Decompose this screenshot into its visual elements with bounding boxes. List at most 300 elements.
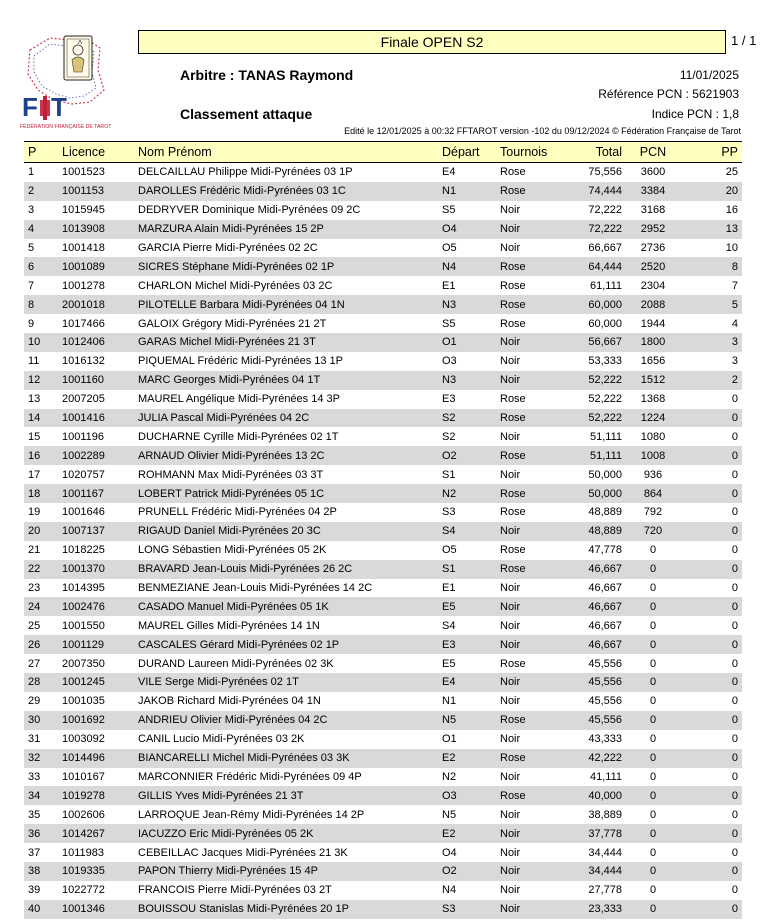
table-cell: 0 (731, 808, 738, 821)
table-row (24, 352, 742, 371)
table-cell: 0 (626, 749, 680, 768)
table-cell: 1001129 (58, 635, 134, 654)
table-cell: Rose (496, 749, 566, 768)
table-row (24, 239, 742, 258)
column-header: P (24, 142, 58, 163)
table-cell: 1020757 (62, 468, 105, 481)
table-cell: Noir (500, 619, 521, 632)
table-cell: DEDRYVER Dominique Midi-Pyrénées 09 2C (138, 204, 361, 217)
table-cell: O5 (442, 242, 457, 254)
table-cell: 0 (731, 582, 738, 595)
table-row (24, 465, 742, 484)
table-cell: 0 (649, 733, 657, 746)
table-row (24, 862, 742, 881)
table-cell: CEBEILLAC Jacques Midi-Pyrénées 21 3K (138, 846, 348, 859)
table-row (24, 201, 742, 220)
page-number: 1 / 1 (731, 33, 757, 48)
table-cell: 0 (731, 619, 738, 632)
table-cell: E3 (438, 635, 496, 654)
table-cell: 0 (649, 846, 657, 859)
table-cell: Noir (500, 733, 521, 746)
table-cell: Noir (496, 522, 566, 541)
table-cell: VILE Serge Midi-Pyrénées 02 1T (134, 673, 438, 692)
table-cell: O3 (442, 355, 457, 368)
table-cell: 75,556 (588, 166, 622, 179)
table-cell: 0 (731, 733, 738, 746)
table-cell: 1001089 (58, 257, 134, 276)
table-cell: 1001550 (62, 619, 105, 632)
table-cell: 0 (626, 824, 680, 843)
table-cell: 720 (626, 522, 680, 541)
table-cell: 27 (28, 657, 41, 670)
column-header: Total (566, 142, 626, 163)
table-cell: Rose (500, 279, 526, 292)
table-cell: Noir (496, 371, 566, 390)
table-cell: 0 (649, 544, 657, 557)
table-cell: Noir (500, 355, 521, 368)
table-cell: SICRES Stéphane Midi-Pyrénées 02 1P (134, 257, 438, 276)
table-cell: 48,889 (588, 506, 622, 519)
table-cell: 2 (680, 371, 742, 390)
table-cell: 864 (626, 484, 680, 503)
table-cell: 40,000 (566, 786, 626, 805)
table-cell: Noir (496, 862, 566, 881)
table-cell: 4 (731, 317, 738, 330)
table-cell: 13 (28, 393, 41, 406)
table-cell: 0 (626, 711, 680, 730)
table-cell: 3 (680, 333, 742, 352)
svg-text:F: F (22, 92, 38, 122)
fftarot-logo (20, 30, 120, 132)
table-cell: 0 (680, 597, 742, 616)
table-cell: N4 (442, 884, 457, 897)
table-cell: Rose (496, 786, 566, 805)
table-cell: 7 (731, 279, 738, 292)
table-cell: S4 (438, 522, 496, 541)
table-cell: 20 (680, 182, 742, 201)
table-cell: BIANCARELLI Michel Midi-Pyrénées 03 3K (134, 749, 438, 768)
table-cell: O4 (438, 220, 496, 239)
table-cell: 1016132 (62, 355, 105, 368)
table-cell: 35 (28, 808, 41, 821)
table-cell: Rose (500, 506, 526, 519)
table-cell: 64,444 (566, 257, 626, 276)
table-cell: Noir (500, 770, 521, 783)
table-cell: 0 (680, 484, 742, 503)
table-cell: 1017466 (62, 317, 105, 330)
table-cell: 60,000 (566, 295, 626, 314)
table-cell: 66,667 (588, 242, 622, 254)
table-cell: 0 (649, 695, 657, 708)
table-cell: 9 (28, 317, 35, 330)
table-cell: 1014267 (58, 824, 134, 843)
table-cell: Noir (500, 808, 521, 821)
table-cell: Noir (500, 884, 521, 897)
table-cell: 1368 (640, 393, 666, 406)
table-cell: 1015945 (62, 204, 105, 217)
table-cell: LARROQUE Jean-Rémy Midi-Pyrénées 14 2P (138, 808, 365, 821)
table-cell: 32 (24, 749, 58, 768)
table-cell: 936 (643, 468, 663, 481)
table-cell: 11 (28, 355, 40, 368)
table-cell: N3 (438, 295, 496, 314)
table-cell: 38,889 (588, 808, 622, 821)
table-row (24, 560, 742, 579)
table-cell: 0 (649, 808, 657, 821)
table-cell: 28 (24, 673, 58, 692)
table-cell: O1 (438, 333, 496, 352)
table-cell: 46,667 (566, 635, 626, 654)
table-cell: S3 (438, 900, 496, 919)
table-cell: 46,667 (588, 619, 622, 632)
table-cell: 1012406 (58, 333, 134, 352)
table-cell: O2 (438, 446, 496, 465)
table-cell: 46,667 (566, 597, 626, 616)
table-cell: 33 (28, 770, 41, 783)
table-cell: 25 (725, 166, 738, 179)
table-cell: 1001196 (62, 430, 105, 443)
table-row (24, 541, 742, 560)
table-cell: O3 (438, 786, 496, 805)
table-cell: 18 (24, 484, 58, 503)
table-row (24, 182, 742, 201)
table-cell: 0 (626, 673, 680, 692)
table-cell: 2007350 (62, 657, 105, 670)
table-row (24, 295, 742, 314)
table-cell: O2 (438, 862, 496, 881)
table-cell: 39 (28, 884, 41, 897)
table-cell: 1014496 (58, 749, 134, 768)
table-cell: Noir (500, 846, 521, 859)
table-cell: BENMEZIANE Jean-Louis Midi-Pyrénées 14 2C (138, 582, 373, 595)
table-cell: 1011983 (62, 846, 105, 859)
table-cell: 36 (24, 824, 58, 843)
table-cell: 0 (731, 544, 738, 557)
table-row (24, 390, 742, 409)
table-row (24, 163, 742, 182)
table-cell: 6 (24, 257, 58, 276)
table-row (24, 276, 742, 295)
table-cell: 23 (28, 582, 41, 595)
table-cell: 0 (626, 862, 680, 881)
table-row (24, 673, 742, 692)
table-row (24, 749, 742, 768)
table-row (24, 409, 742, 428)
table-cell: 52,222 (566, 371, 626, 390)
table-cell: Noir (496, 333, 566, 352)
table-cell: LONG Sébastien Midi-Pyrénées 05 2K (138, 544, 327, 557)
table-cell: 0 (626, 597, 680, 616)
table-cell: 21 (28, 544, 41, 557)
table-cell: 0 (649, 619, 657, 632)
table-cell: Rose (496, 295, 566, 314)
pcn-indice: Indice PCN : 1,8 (651, 107, 739, 121)
table-header-row (24, 142, 742, 163)
table-cell: 0 (731, 695, 738, 708)
table-cell: Rose (500, 544, 526, 557)
table-cell: 42,222 (566, 749, 626, 768)
table-cell: 7 (28, 279, 35, 292)
table-cell: Noir (496, 900, 566, 919)
table-cell: 1944 (640, 317, 666, 330)
table-row (24, 484, 742, 503)
table-cell: 3 (731, 355, 738, 368)
table-cell: N3 (438, 371, 496, 390)
table-cell: 0 (680, 409, 742, 428)
svg-text:FÉDÉRATION FRANÇAISE DE TAROT: FÉDÉRATION FRANÇAISE DE TAROT (20, 124, 112, 130)
table-cell: 34 (24, 786, 58, 805)
table-cell: 8 (24, 295, 58, 314)
table-cell: 0 (626, 635, 680, 654)
table-row (24, 616, 742, 635)
table-cell: Rose (500, 317, 526, 330)
table-cell: 10 (24, 333, 58, 352)
table-cell: 1001523 (62, 166, 105, 179)
table-cell: Noir (496, 220, 566, 239)
table-cell: 0 (649, 884, 657, 897)
table-cell: PRUNELL Frédéric Midi-Pyrénées 04 2P (138, 506, 337, 519)
table-cell: 0 (680, 673, 742, 692)
table-cell: 30 (24, 711, 58, 730)
table-cell: 46,667 (588, 582, 622, 595)
table-cell: E5 (438, 597, 496, 616)
table-cell: 0 (680, 560, 742, 579)
table-cell: GARAS Michel Midi-Pyrénées 21 3T (134, 333, 438, 352)
table-cell: N4 (438, 257, 496, 276)
table-cell: O5 (442, 544, 457, 557)
table-cell: S2 (438, 409, 496, 428)
table-cell: 0 (680, 749, 742, 768)
svg-text:T: T (51, 92, 67, 122)
column-header: Tournois (496, 142, 566, 163)
table-row (24, 843, 742, 862)
table-cell: 47,778 (588, 544, 622, 557)
table-cell: GARCIA Pierre Midi-Pyrénées 02 2C (138, 242, 318, 254)
table-cell: 1001245 (58, 673, 134, 692)
table-cell: Rose (496, 409, 566, 428)
table-cell: 72,222 (588, 204, 622, 217)
table-row (24, 503, 742, 522)
table-cell: Rose (496, 711, 566, 730)
table-cell: 1007137 (58, 522, 134, 541)
table-row (24, 768, 742, 787)
table-cell: 0 (731, 770, 738, 783)
table-cell: 52,222 (588, 393, 622, 406)
table-cell: BOUISSOU Stanislas Midi-Pyrénées 20 1P (134, 900, 438, 919)
table-row (24, 692, 742, 711)
table-row (24, 333, 742, 352)
table-cell: ARNAUD Olivier Midi-Pyrénées 13 2C (134, 446, 438, 465)
results-table (24, 141, 742, 919)
table-row (24, 314, 742, 333)
table-cell: 5 (680, 295, 742, 314)
table-cell: S1 (442, 468, 456, 481)
table-cell: Rose (496, 560, 566, 579)
table-cell: O1 (442, 733, 457, 746)
edition-note: Edité le 12/01/2025 à 00:32 FFTAROT version -102 du 09/12/2024 © Fédération Française de Tarot (344, 126, 741, 136)
table-cell: E1 (442, 582, 456, 595)
table-cell: MARCONNIER Frédéric Midi-Pyrénées 09 4P (138, 770, 362, 783)
table-cell: N2 (438, 484, 496, 503)
table-cell: S5 (442, 204, 456, 217)
table-cell: 1 (28, 166, 35, 179)
table-cell: 0 (680, 862, 742, 881)
table-cell: 74,444 (566, 182, 626, 201)
table-cell: 31 (28, 733, 41, 746)
table-cell: 1008 (626, 446, 680, 465)
table-cell: Noir (496, 635, 566, 654)
table-cell: 0 (649, 657, 657, 670)
table-cell: S4 (442, 619, 456, 632)
table-cell: Rose (496, 446, 566, 465)
table-row (24, 711, 742, 730)
table-cell: 50,000 (566, 484, 626, 503)
table-row (24, 220, 742, 239)
table-cell: E1 (442, 279, 456, 292)
table-cell: CASCALES Gérard Midi-Pyrénées 02 1P (134, 635, 438, 654)
table-cell: MARC Georges Midi-Pyrénées 04 1T (134, 371, 438, 390)
table-cell: E5 (442, 657, 456, 670)
table-cell: E3 (442, 393, 456, 406)
table-cell: 1019335 (58, 862, 134, 881)
table-cell: 4 (24, 220, 58, 239)
table-cell: 56,667 (566, 333, 626, 352)
table-cell: 0 (731, 846, 738, 859)
table-cell: 0 (731, 506, 738, 519)
table-cell: PIQUEMAL Frédéric Midi-Pyrénées 13 1P (138, 355, 343, 368)
table-cell: MAUREL Angélique Midi-Pyrénées 14 3P (138, 393, 340, 406)
table-cell: 53,333 (588, 355, 622, 368)
table-cell: Rose (496, 182, 566, 201)
table-row (24, 579, 742, 598)
table-row (24, 371, 742, 390)
table-cell: 0 (731, 393, 738, 406)
table-row (24, 654, 742, 673)
table-cell: 2952 (626, 220, 680, 239)
column-header: PP (680, 142, 742, 163)
table-cell: CHARLON Michel Midi-Pyrénées 03 2C (138, 279, 333, 292)
table-cell: 1001646 (62, 506, 105, 519)
table-cell: 19 (28, 506, 41, 519)
table-cell: 1001160 (58, 371, 134, 390)
table-cell: 46,667 (566, 560, 626, 579)
table-row (24, 446, 742, 465)
table-cell: RIGAUD Daniel Midi-Pyrénées 20 3C (134, 522, 438, 541)
table-cell: Noir (500, 468, 521, 481)
table-cell: 45,556 (566, 711, 626, 730)
table-cell: 1002606 (62, 808, 105, 821)
table-cell: 1001692 (58, 711, 134, 730)
table-cell: Rose (496, 484, 566, 503)
column-header: Départ (438, 142, 496, 163)
table-cell: 2088 (626, 295, 680, 314)
table-cell: N5 (438, 711, 496, 730)
table-cell: Noir (500, 695, 521, 708)
table-cell: 1003092 (62, 733, 105, 746)
table-cell: 0 (731, 884, 738, 897)
table-cell: 29 (28, 695, 41, 708)
table-cell: 0 (626, 786, 680, 805)
table-cell: DUCHARNE Cyrille Midi-Pyrénées 02 1T (138, 430, 339, 443)
table-cell: 2 (24, 182, 58, 201)
table-cell: 1080 (640, 430, 666, 443)
table-cell: 41,111 (589, 770, 622, 783)
table-cell: 2520 (626, 257, 680, 276)
table-cell: 1224 (626, 409, 680, 428)
table-cell: 3600 (640, 166, 666, 179)
table-cell: 34,444 (566, 862, 626, 881)
table-cell: E2 (438, 749, 496, 768)
table-row (24, 730, 742, 749)
table-cell: 20 (24, 522, 58, 541)
table-cell: 1014395 (62, 582, 105, 595)
table-cell: DAROLLES Frédéric Midi-Pyrénées 03 1C (134, 182, 438, 201)
table-cell: 37,778 (566, 824, 626, 843)
table-cell: 3384 (626, 182, 680, 201)
tarot-card-icon (64, 36, 92, 80)
table-cell: N1 (442, 695, 457, 708)
table-cell: Noir (496, 673, 566, 692)
table-cell: MARZURA Alain Midi-Pyrénées 15 2P (134, 220, 438, 239)
table-row (24, 805, 742, 824)
table-cell: 792 (643, 506, 663, 519)
table-row (24, 900, 742, 919)
pcn-reference: Référence PCN : 5621903 (598, 87, 739, 101)
table-cell: Noir (500, 204, 521, 217)
table-cell: Rose (500, 166, 526, 179)
table-cell: IACUZZO Eric Midi-Pyrénées 05 2K (134, 824, 438, 843)
table-cell: CASADO Manuel Midi-Pyrénées 05 1K (134, 597, 438, 616)
table-cell: 14 (24, 409, 58, 428)
table-cell: 0 (680, 522, 742, 541)
table-cell: 0 (731, 657, 738, 670)
table-cell: 0 (680, 635, 742, 654)
table-row (24, 522, 742, 541)
table-cell: 37 (28, 846, 41, 859)
table-cell: 2001018 (58, 295, 134, 314)
table-cell: 3168 (640, 204, 666, 217)
table-cell: 1001278 (62, 279, 105, 292)
table-cell: 1001418 (62, 242, 105, 254)
table-cell: 1001153 (58, 182, 134, 201)
table-cell: 0 (731, 468, 738, 481)
report-date: 11/01/2025 (679, 68, 739, 82)
table-cell: 40 (24, 900, 58, 919)
table-cell: O4 (442, 846, 457, 859)
table-cell: JAKOB Richard Midi-Pyrénées 04 1N (138, 695, 321, 708)
arbitre-label: Arbitre : TANAS Raymond (180, 67, 354, 83)
table-cell: 0 (626, 900, 680, 919)
table-cell: 61,111 (589, 279, 622, 292)
table-cell: 10 (725, 242, 738, 254)
table-cell: 8 (680, 257, 742, 276)
tournament-title: Finale OPEN S2 (138, 30, 726, 54)
table-cell: BRAVARD Jean-Louis Midi-Pyrénées 26 2C (134, 560, 438, 579)
table-cell: 51,111 (589, 430, 622, 443)
table-cell: 52,222 (566, 409, 626, 428)
table-cell: 0 (680, 446, 742, 465)
table-cell: 1512 (626, 371, 680, 390)
table-cell: 2304 (640, 279, 666, 292)
table-cell: Noir (500, 430, 521, 443)
table-cell: N2 (442, 770, 457, 783)
table-cell: Noir (496, 597, 566, 616)
table-cell: 0 (680, 900, 742, 919)
table-cell: 43,333 (588, 733, 622, 746)
table-cell: S5 (442, 317, 456, 330)
table-cell: 0 (680, 711, 742, 730)
table-cell: CANIL Lucio Midi-Pyrénées 03 2K (138, 733, 305, 746)
